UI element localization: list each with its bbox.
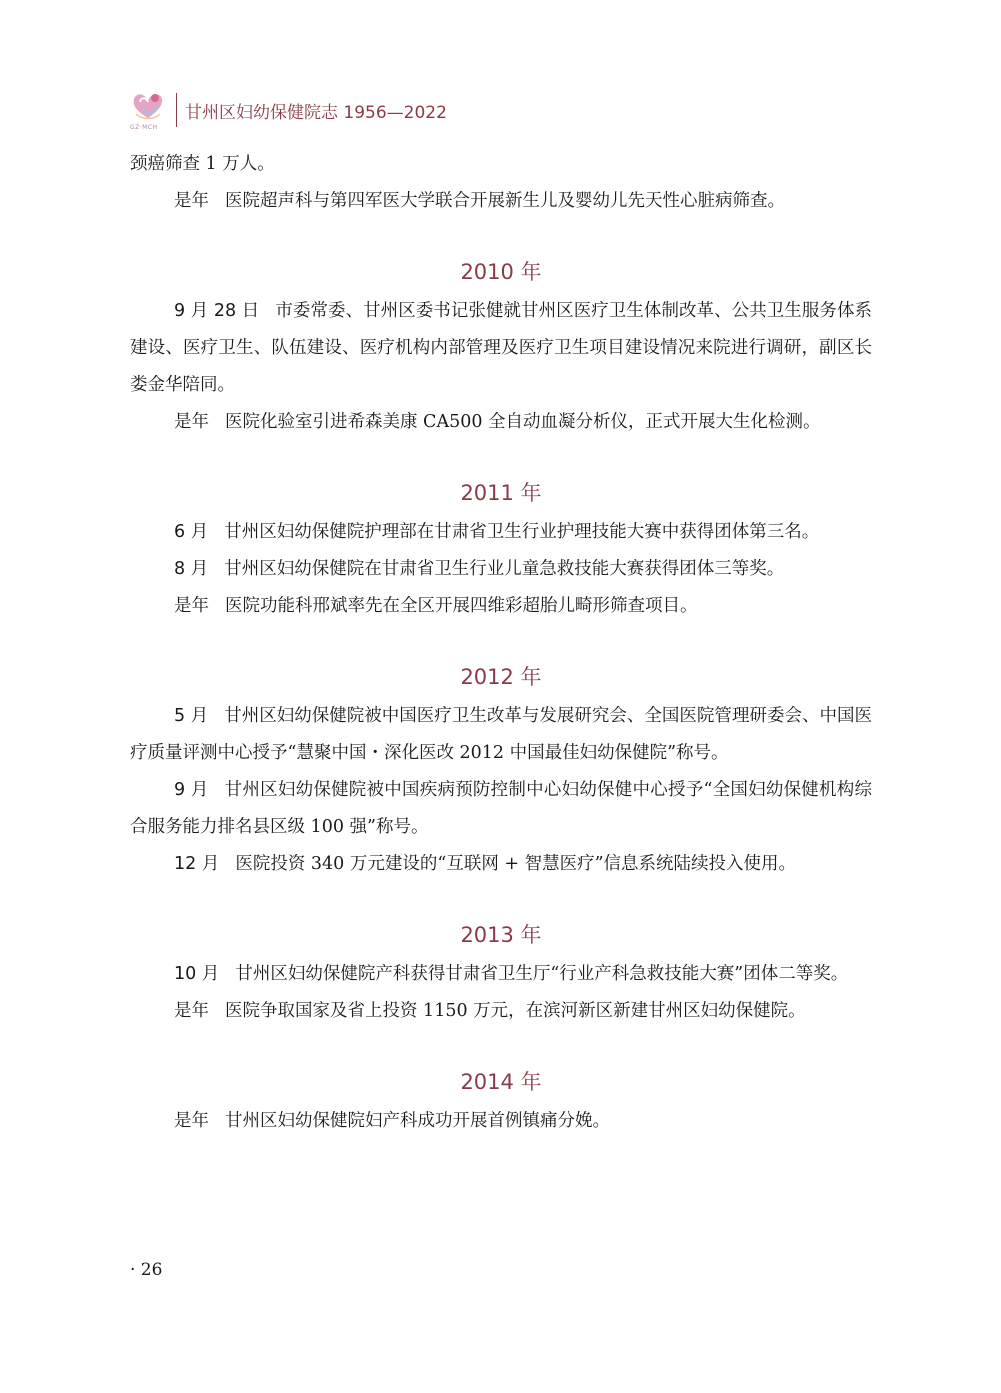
entry-text: 市委常委、甘州区委书记张健就甘州区医疗卫生体制改革、公共卫生服务体系建设、医疗卫生、队伍建设、医疗机构内部管理及医疗卫生项目建设情况来院进行调研，副区长娄金华陪同。 (130, 301, 872, 395)
entry-text: 甘州区妇幼保健院被中国疾病预防控制中心妇幼保健中心授予“全国妇幼保健机构综合服务能力排名县区级 100 强”称号。 (130, 780, 872, 837)
entry-date: 6 月 (174, 522, 209, 542)
entry-text: 甘州区妇幼保健院妇产科成功开展首例镇痛分娩。 (225, 1111, 610, 1131)
chronicle-body (130, 146, 872, 1140)
entry-date: 是年 (174, 1111, 209, 1131)
chronicle-entry (130, 993, 872, 1030)
entry-date: 9 月 (174, 780, 209, 800)
logo-lettering: GZ·MCH (130, 124, 158, 131)
year-heading: 2012 年 (460, 665, 542, 689)
entry-date: 9 月 28 日 (174, 301, 260, 321)
year-heading: 2013 年 (460, 923, 542, 947)
entry-date: 8 月 (174, 559, 209, 579)
chronicle-entry (130, 183, 872, 220)
year-heading: 2010 年 (460, 260, 542, 284)
entry-text: 医院争取国家及省上投资 1150 万元，在滨河新区新建甘州区妇幼保健院。 (225, 1001, 806, 1021)
entry-date: 是年 (174, 1001, 209, 1021)
year-heading: 2011 年 (460, 481, 542, 505)
entry-date: 5 月 (174, 706, 209, 726)
chronicle-entry (130, 588, 872, 625)
entry-text: 医院功能科邢斌率先在全区开展四维彩超胎儿畸形筛查项目。 (225, 596, 698, 616)
page-number: · 26 (130, 1260, 163, 1280)
chronicle-entry (130, 956, 872, 993)
entry-date: 是年 (174, 191, 209, 211)
chronicle-entry (130, 146, 872, 183)
entry-date: 12 月 (174, 854, 220, 874)
entry-text: 医院投资 340 万元建设的“互联网 + 智慧医疗”信息系统陆续投入使用。 (235, 854, 797, 874)
entry-text: 甘州区妇幼保健院护理部在甘肃省卫生行业护理技能大赛中获得团体第三名。 (224, 522, 820, 542)
header-divider (176, 93, 177, 127)
chronicle-entry (130, 551, 872, 588)
chronicle-entry (130, 698, 872, 772)
entry-text: 颈癌筛查 1 万人。 (130, 154, 275, 174)
running-header-title: 甘州区妇幼保健院志 1956—2022 (185, 102, 447, 123)
entry-text: 甘州区妇幼保健院在甘肃省卫生行业儿童急救技能大赛获得团体三等奖。 (224, 559, 785, 579)
entry-date: 是年 (174, 596, 209, 616)
entry-text: 甘州区妇幼保健院被中国医疗卫生改革与发展研究会、全国医院管理研委会、中国医疗质量评测中心授予“慧聚中国・深化医改 2012 中国最佳妇幼保健院”称号。 (130, 706, 872, 763)
year-heading: 2014 年 (460, 1070, 542, 1094)
chronicle-entry (130, 404, 872, 441)
hospital-logo (128, 88, 168, 132)
chronicle-entry (130, 846, 872, 883)
entry-date: 是年 (174, 412, 209, 432)
entry-text: 甘州区妇幼保健院产科获得甘肃省卫生厅“行业产科急救技能大赛”团体二等奖。 (235, 964, 849, 984)
chronicle-entry (130, 1103, 872, 1140)
chronicle-entry (130, 772, 872, 846)
entry-text: 医院化验室引进希森美康 CA500 全自动血凝分析仪，正式开展大生化检测。 (225, 412, 821, 432)
entry-date: 10 月 (174, 964, 220, 984)
entry-text: 医院超声科与第四军医大学联合开展新生儿及婴幼儿先天性心脏病筛查。 (225, 191, 785, 211)
chronicle-entry (130, 514, 872, 551)
chronicle-entry (130, 293, 872, 404)
page-header (128, 88, 447, 132)
